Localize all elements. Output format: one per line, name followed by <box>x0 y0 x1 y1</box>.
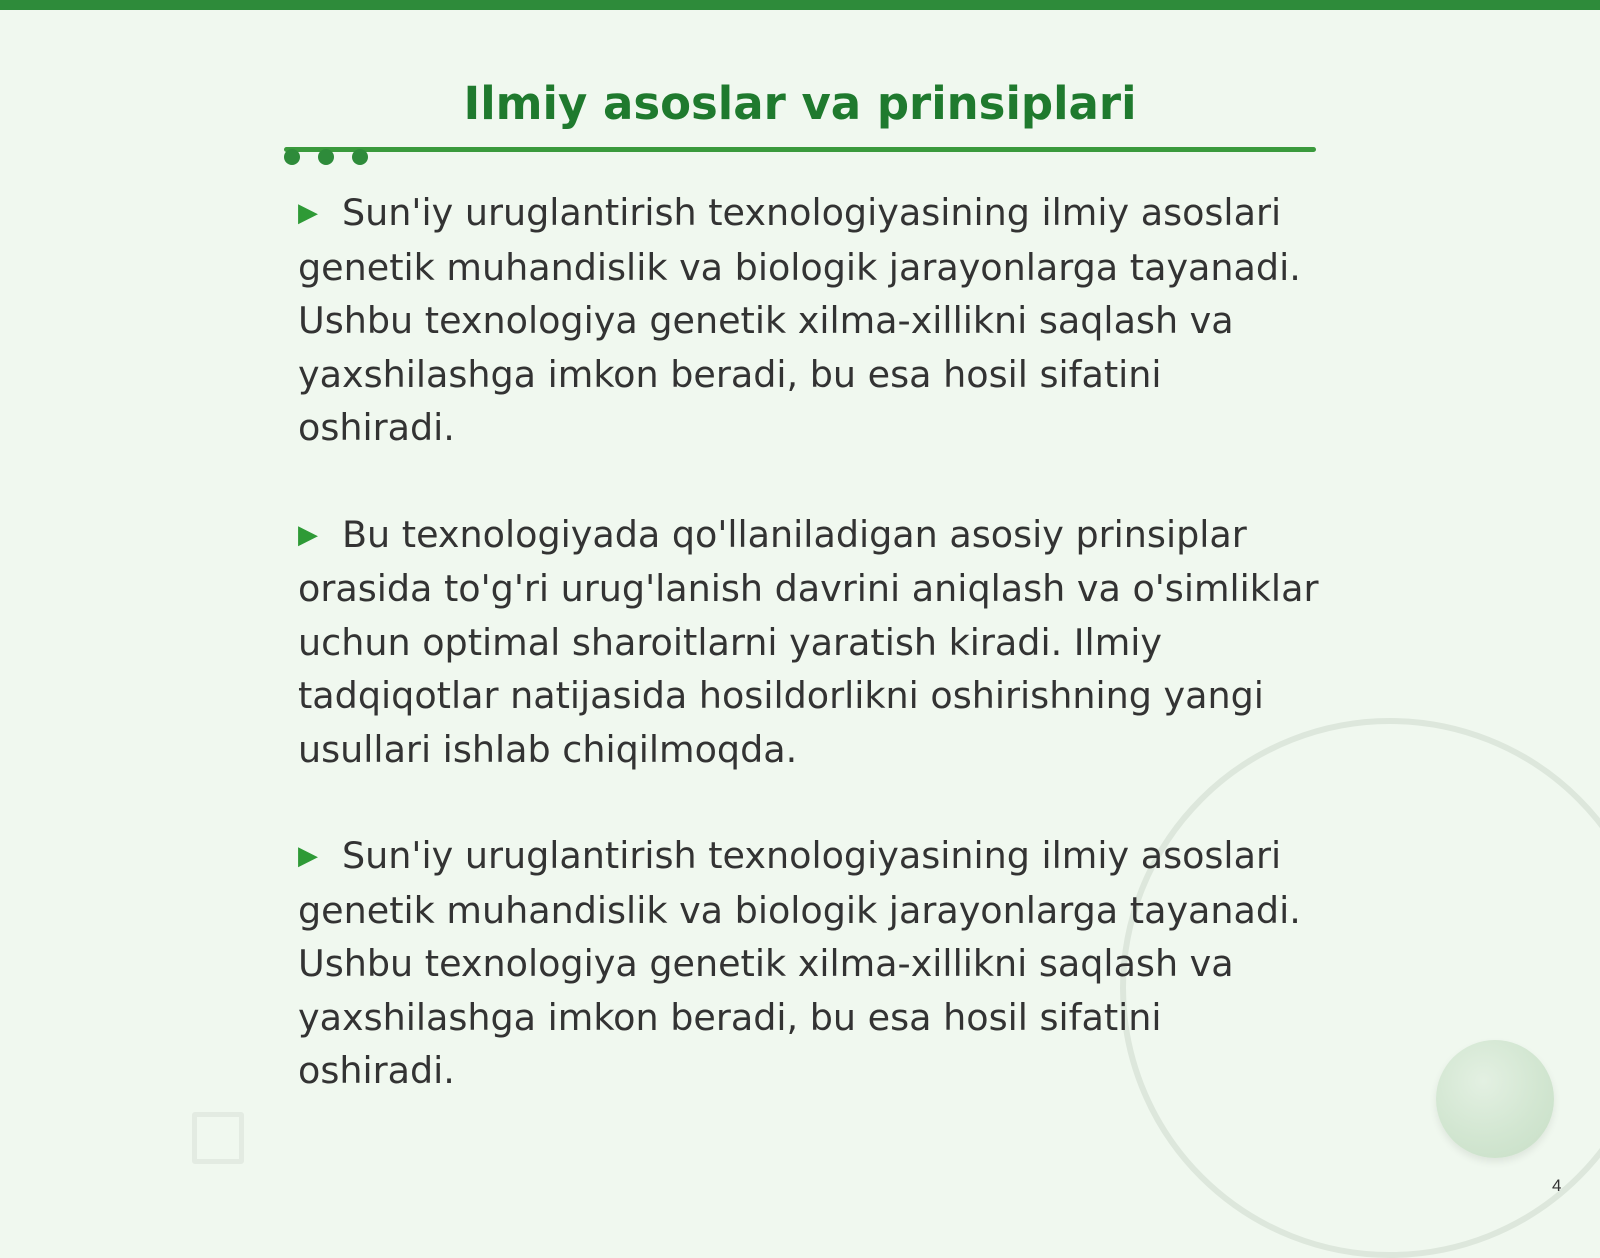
decorative-circle <box>1436 1040 1554 1158</box>
bullet-item <box>298 829 1328 1098</box>
title-underline <box>284 147 1316 152</box>
bullet-text: Sun'iy uruglantirish texnologiyasining ilmiy asoslari genetik muhandislik va biologik jarayonlarga tayanadi. Ushbu texnologiya genetik xilma-xillikni saqlash va yaxshilashga imkon beradi, bu esa hosil sifatini oshiradi. <box>298 834 1301 1092</box>
bullet-list <box>298 186 1328 1151</box>
slide-title: Ilmiy asoslar va prinsiplari <box>463 77 1137 130</box>
play-triangle-icon: ▶ <box>298 519 318 550</box>
top-accent-bar <box>0 0 1600 10</box>
bullet-item <box>298 508 1328 777</box>
page-number: 4 <box>1552 1176 1562 1195</box>
bullet-text: Sun'iy uruglantirish texnologiyasining ilmiy asoslari genetik muhandislik va biologik jarayonlarga tayanadi. Ushbu texnologiya genetik xilma-xillikni saqlash va yaxshilashga imkon beradi, bu esa hosil sifatini oshiradi. <box>298 191 1301 449</box>
play-triangle-icon: ▶ <box>298 198 318 228</box>
underline-dot <box>284 149 300 165</box>
underline-dot <box>318 149 334 165</box>
bullet-item <box>298 186 1328 455</box>
play-triangle-icon: ▶ <box>298 841 318 871</box>
underline-dot <box>352 149 368 165</box>
decorative-square <box>192 1112 244 1164</box>
bullet-text: Bu texnologiyada qo'llaniladigan asosiy prinsiplar orasida to'g'ri urug'lanish davrini aniqlash va o'simliklar uchun optimal sharoitlarni yaratish kiradi. Ilmiy tadqiqotlar natijasida hosildorlikni oshirishning yangi usullari ishlab chiqilmoqda. <box>298 512 1319 771</box>
